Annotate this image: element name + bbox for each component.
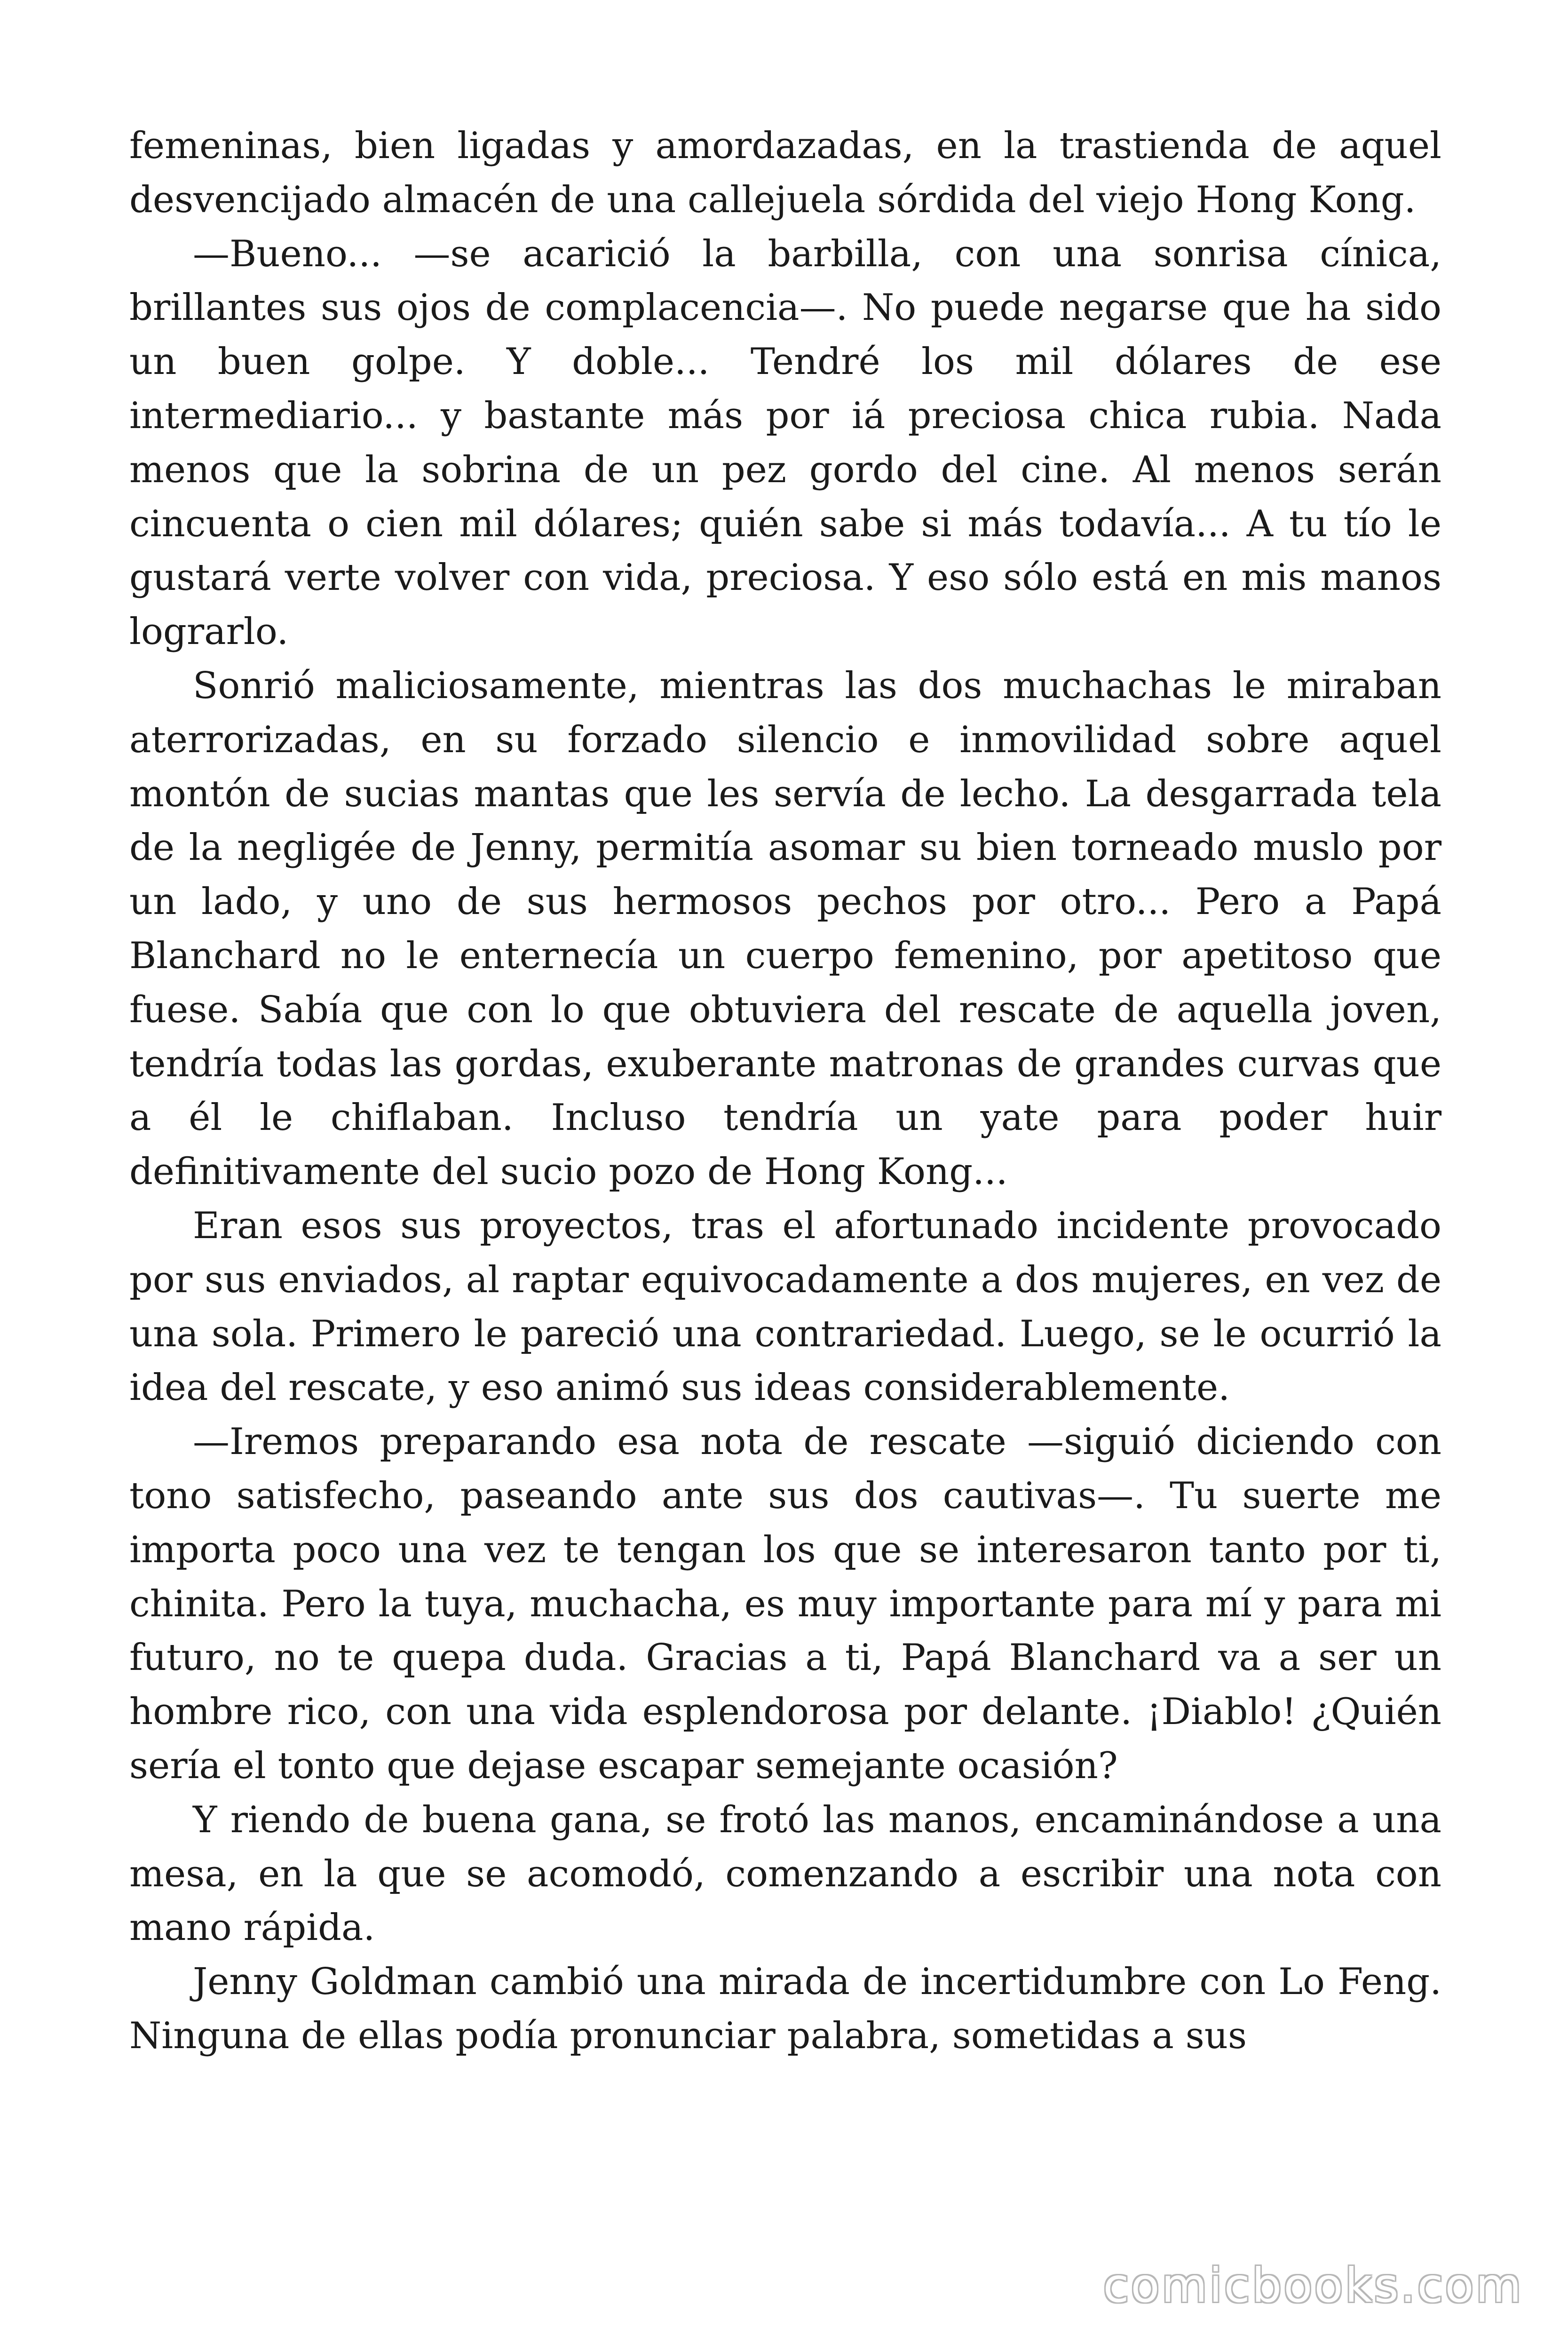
paragraph-2: —Bueno... —se acarició la barbilla, con una sonrisa cínica, brillantes sus ojos de complacencia—. No puede negarse que ha sido un buen golpe. Y doble... Tendré los mil dólares de ese intermediario... y bastante más por iá preciosa chica rubia. Nada menos que la sobrina de un pez gordo del cine. Al menos serán cincuenta o cien mil dólares; quién sabe si más todavía... A tu tío le gustará verte volver con vida, preciosa. Y eso sólo está en mis manos lograrlo. (129, 232, 1441, 653)
paragraph-3: Sonrió maliciosamente, mientras las dos muchachas le miraban aterrorizadas, en su forzado silencio e inmovilidad sobre aquel montón de sucias mantas que les servía de lecho. La desgarrada tela de la negligée de Jenny, permitía asomar su bien torneado muslo por un lado, y uno de sus hermosos pechos por otro... Pero a Papá Blanchard no le enternecía un cuerpo femenino, por apetitoso que fuese. Sabía que con lo que obtuviera del rescate de aquella joven, tendría todas las gordas, exuberante matronas de grandes curvas que a él le chiflaban. Incluso tendría un yate para poder huir definitivamente del sucio pozo de Hong Kong... (129, 664, 1441, 1193)
watermark-logo: comicbooks.com (1103, 2258, 1523, 2313)
paragraph-1: femeninas, bien ligadas y amordazadas, en la trastienda de aquel desvencijado almacén de una callejuela sórdida del viejo Hong Kong. (129, 125, 1441, 221)
paragraph-6: Y riendo de buena gana, se frotó las manos, encaminándose a una mesa, en la que se acomodó, comenzando a escribir una nota con mano rápida. (129, 1798, 1441, 1949)
paragraph-5: —Iremos preparando esa nota de rescate —siguió diciendo con tono satisfecho, paseando ante sus dos cautivas—. Tu suerte me importa poco una vez te tengan los que se interesaron tanto por ti, chinita. Pero la tuya, muchacha, es muy importante para mí y para mi futuro, no te quepa duda. Gracias a ti, Papá Blanchard va a ser un hombre rico, con una vida esplendorosa por delante. ¡Diablo! ¿Quién sería el tonto que dejase escapar semejante ocasión? (129, 1421, 1441, 1787)
paragraph-4: Eran esos sus proyectos, tras el afortunado incidente provocado por sus enviados, al raptar equivocadamente a dos mujeres, en vez de una sola. Primero le pareció una contrariedad. Luego, se le ocurrió la idea del rescate, y eso animó sus ideas considerablemente. (129, 1204, 1441, 1409)
paragraph-7: Jenny Goldman cambió una mirada de incertidumbre con Lo Feng. Ninguna de ellas podía pronunciar palabra, sometidas a sus (129, 1961, 1441, 2057)
page-body (129, 119, 1441, 2063)
